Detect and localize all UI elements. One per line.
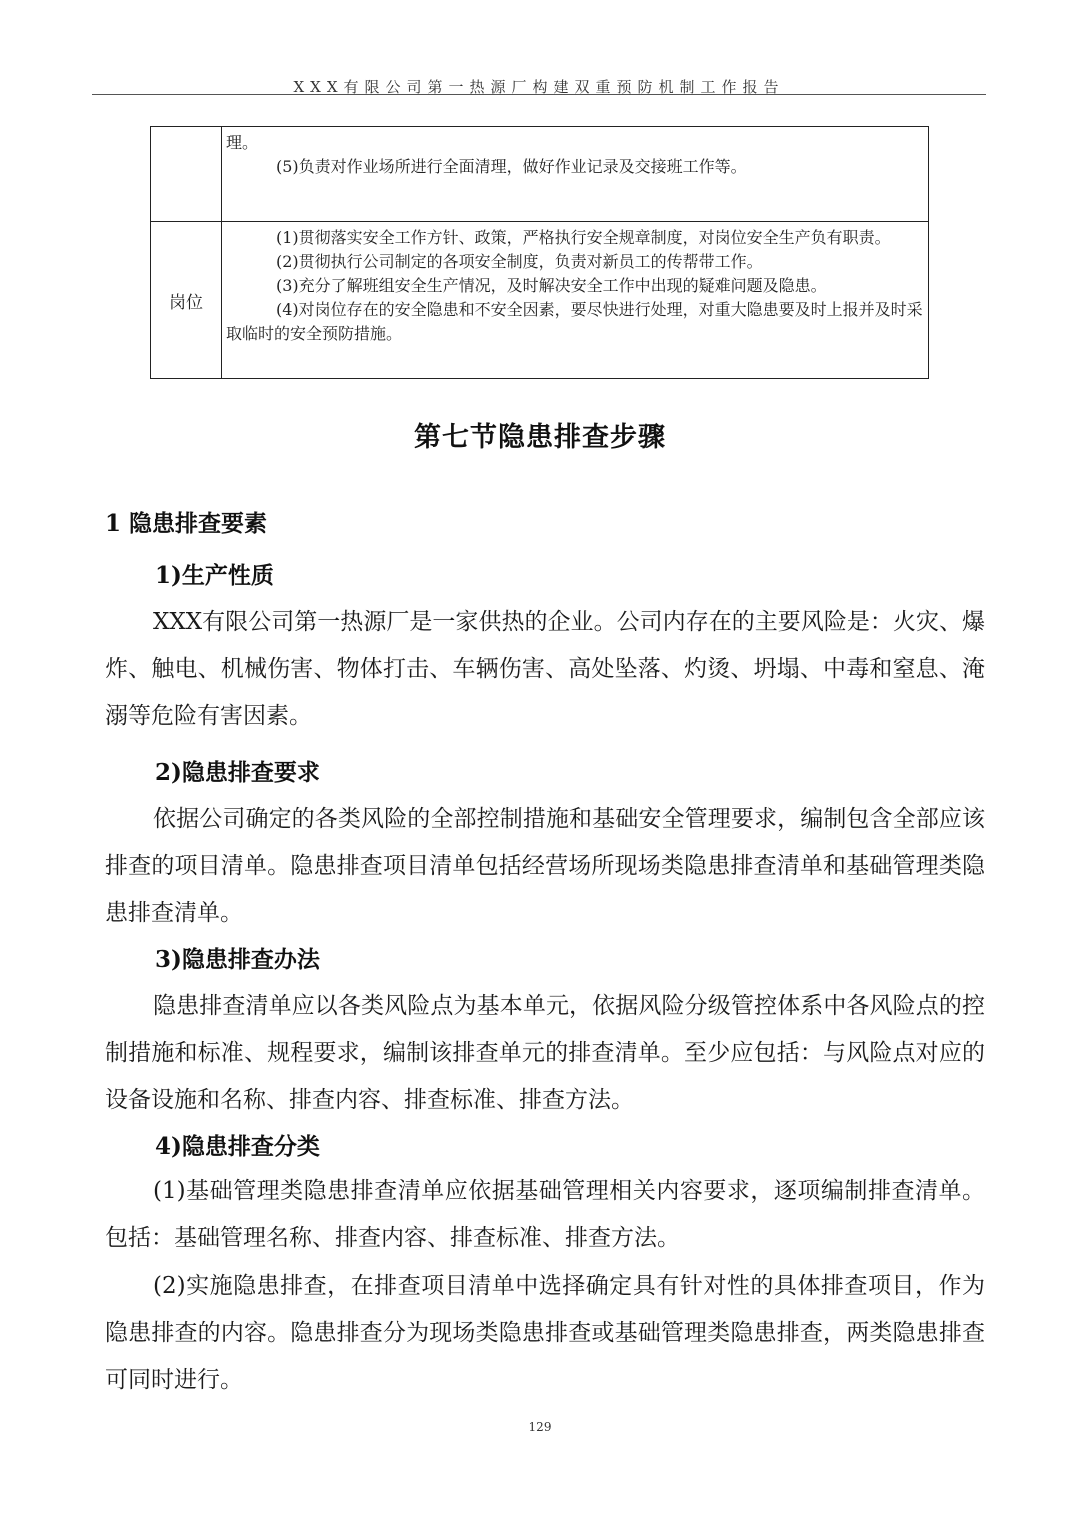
heading-level-1: 1 隐患排查要素 [105, 510, 268, 537]
table-paragraph: (3)充分了解班组安全生产情况，及时解决安全工作中出现的疑难问题及隐患。 [276, 276, 827, 295]
table-paragraph: 理。 [226, 133, 259, 152]
running-header: XXX有限公司第一热源厂构建双重预防机制工作报告 [293, 78, 785, 96]
row-label: 岗位 [151, 222, 222, 379]
body-paragraph: 依据公司确定的各类风险的全部控制措施和基础安全管理要求，编制包含全部应该排查的项目清单。隐患排查项目清单包括经营场所现场类隐患排查清单和基础管理类隐患排查清单。 [105, 806, 985, 926]
page-number: 129 [528, 1420, 552, 1434]
table-paragraph: (1)贯彻落实安全工作方针、政策，严格执行安全规章制度，对岗位安全生产负有职责。 [276, 228, 891, 247]
row-label [151, 127, 222, 222]
body-paragraph: (1)基础管理类隐患排查清单应依据基础管理相关内容要求，逐项编制排查清单。包括：基础管理名称、排查内容、排查标准、排查方法。 [105, 1178, 985, 1251]
table-paragraph: (5)负责对作业场所进行全面清理，做好作业记录及交接班工作等。 [276, 157, 747, 176]
body-paragraph: XXX有限公司第一热源厂是一家供热的企业。公司内存在的主要风险是：火灾、爆炸、触电、机械伤害、物体打击、车辆伤害、高处坠落、灼烫、坍塌、中毒和窒息、淹溺等危险有害因素。 [105, 609, 985, 729]
row-content [222, 222, 929, 379]
subsection-heading: 1)生产性质 [155, 562, 274, 589]
body-paragraph: (2)实施隐患排查，在排查项目清单中选择确定具有针对性的具体排查项目，作为隐患排查的内容。隐患排查分为现场类隐患排查或基础管理类隐患排查，两类隐患排查可同时进行。 [105, 1273, 985, 1393]
body-paragraph: 隐患排查清单应以各类风险点为基本单元，依据风险分级管控体系中各风险点的控制措施和标准、规程要求，编制该排查单元的排查清单。至少应包括：与风险点对应的设备设施和名称、排查内容、排查标准、排查方法。 [105, 993, 985, 1113]
header-rule [92, 94, 986, 95]
table-paragraph: (2)贯彻执行公司制定的各项安全制度，负责对新员工的传帮带工作。 [276, 252, 763, 271]
table-row [151, 127, 929, 222]
row-content [222, 127, 929, 222]
subsection-heading: 4)隐患排查分类 [155, 1133, 320, 1160]
section-title: 第七节隐患排查步骤 [414, 422, 666, 453]
subsection-heading: 3)隐患排查办法 [155, 946, 320, 973]
responsibility-table [150, 126, 929, 379]
subsection-heading: 2)隐患排查要求 [155, 759, 320, 786]
table-paragraph: (4)对岗位存在的安全隐患和不安全因素，要尽快进行处理，对重大隐患要及时上报并及时采取临时的安全预防措施。 [226, 300, 923, 343]
table-row [151, 222, 929, 379]
